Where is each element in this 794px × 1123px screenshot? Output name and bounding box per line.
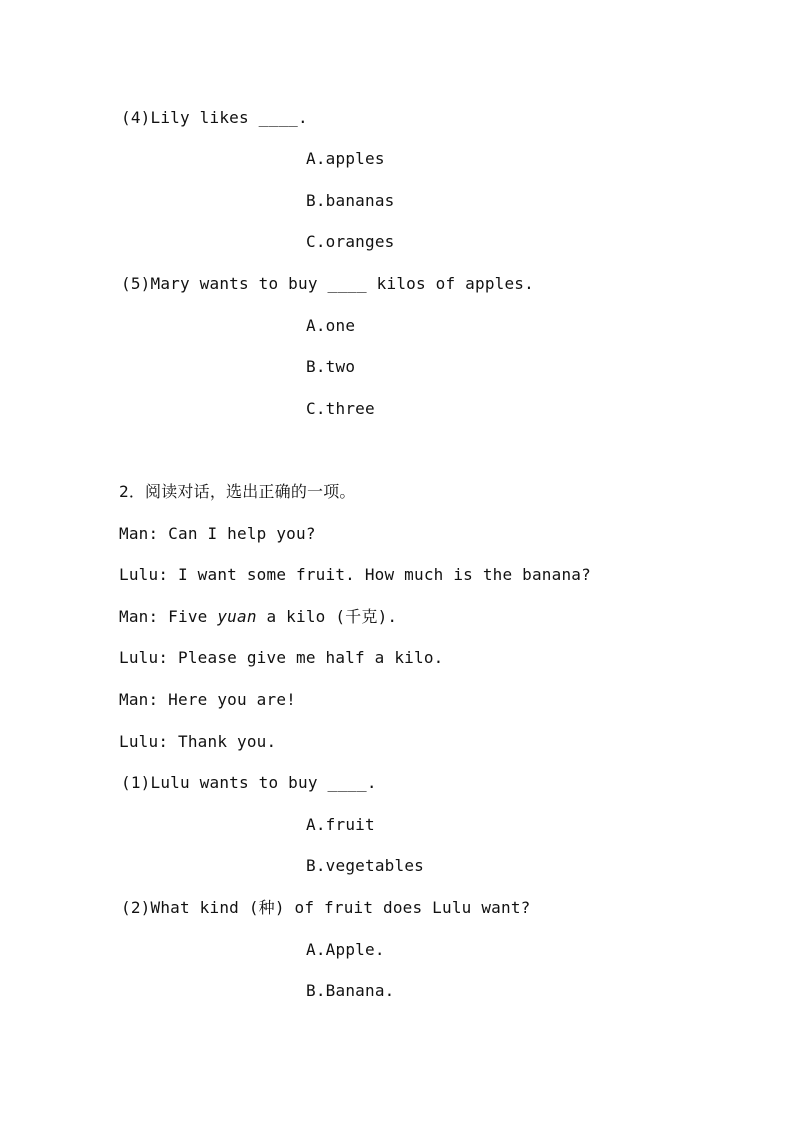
dialogue-line-6: Lulu: Thank you.: [119, 732, 277, 751]
q5-option-a: A.one: [306, 316, 356, 335]
question-5-stem: (5)Mary wants to buy ____ kilos of apples.: [121, 274, 534, 293]
question-1-stem: (1)Lulu wants to buy ____.: [121, 773, 377, 792]
q2-option-b: B.Banana.: [306, 981, 395, 1000]
q4-option-a: A.apples: [306, 149, 385, 168]
dialogue-line-4: Lulu: Please give me half a kilo.: [119, 648, 444, 667]
q2-option-a: A.Apple.: [306, 940, 385, 959]
q5-option-c: C.three: [306, 399, 375, 418]
dialogue-line-3-post: a kilo (千克).: [256, 607, 398, 626]
dialogue-line-5: Man: Here you are!: [119, 690, 296, 709]
dialogue-line-2: Lulu: I want some fruit. How much is the banana?: [119, 565, 591, 584]
q4-option-b: B.bananas: [306, 191, 395, 210]
dialogue-line-3: [119, 607, 397, 627]
q5-option-b: B.two: [306, 357, 356, 376]
section-2-heading: 2．阅读对话，选出正确的一项。: [119, 482, 356, 501]
dialogue-line-3-italic: yuan: [217, 607, 257, 626]
q4-option-c: C.oranges: [306, 232, 395, 251]
q1-option-a: A.fruit: [306, 815, 375, 834]
q1-option-b: B.vegetables: [306, 856, 424, 875]
question-2-stem: (2)What kind (种) of fruit does Lulu want?: [121, 898, 531, 917]
dialogue-line-3-pre: Man: Five: [119, 607, 218, 626]
dialogue-line-1: Man: Can I help you?: [119, 524, 316, 543]
question-4-stem: (4)Lily likes ____.: [121, 108, 308, 127]
